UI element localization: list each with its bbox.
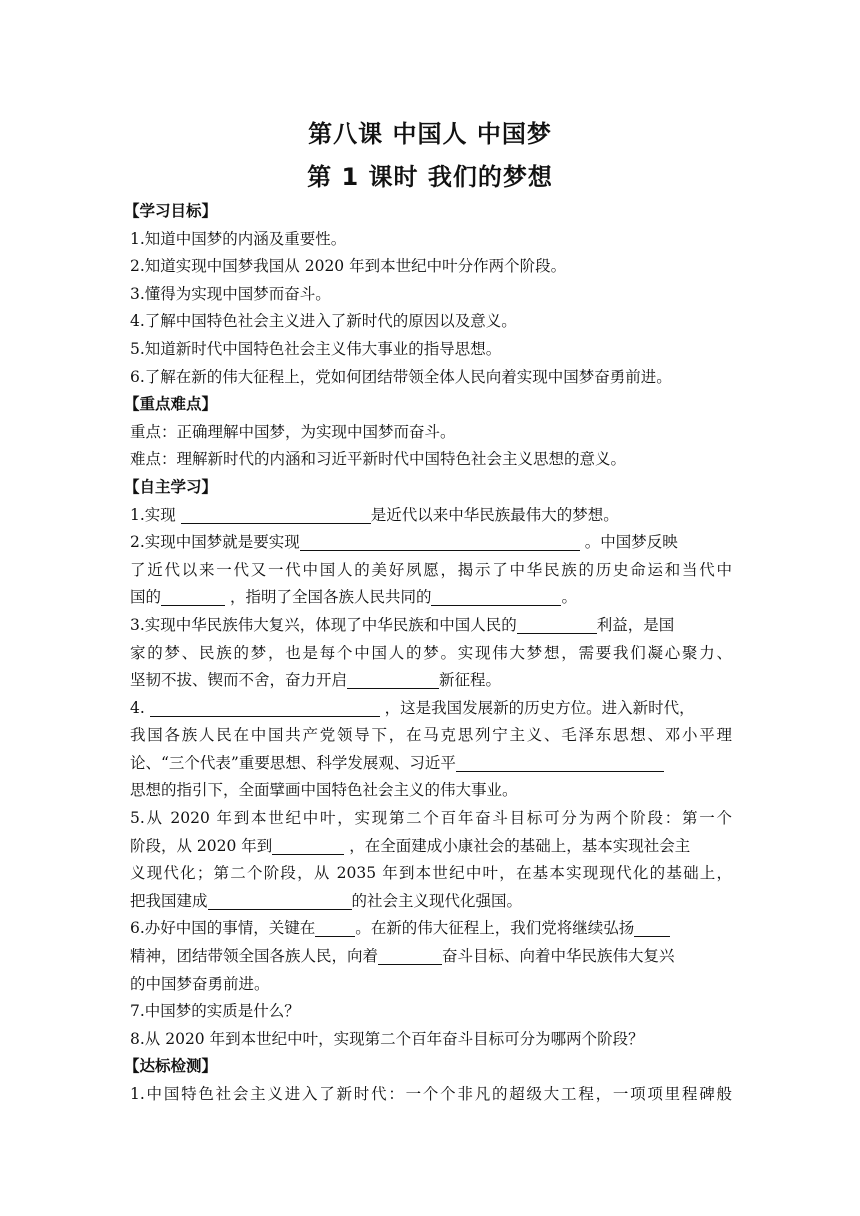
question-4 bbox=[130, 695, 732, 723]
objective-item: 1.知道中国梦的内涵及重要性。 bbox=[130, 229, 347, 248]
question-text: 国的 bbox=[130, 588, 162, 607]
question-7: 7.中国梦的实质是什么？ bbox=[130, 1002, 300, 1021]
question-text: 坚韧不拔、锲而不舍，奋力开启 bbox=[130, 671, 348, 690]
section-heading-objectives: 【学习目标】 bbox=[124, 202, 218, 220]
question-1 bbox=[130, 502, 732, 530]
question-text: ，指明了全国各族人民共同的 bbox=[225, 588, 432, 607]
objective-item: 3.懂得为实现中国梦而奋斗。 bbox=[130, 284, 331, 303]
question-text: 精神，团结带领全国各族人民，向着 bbox=[130, 947, 379, 966]
question-text: 思想的指引下，全面擘画中国特色社会主义的伟大事业。 bbox=[130, 781, 518, 800]
section-heading-check: 【达标检测】 bbox=[124, 1057, 218, 1076]
fill-blank[interactable] bbox=[300, 533, 580, 551]
objective-item: 2.知道实现中国梦我国从 2020 年到本世纪中叶分作两个阶段。 bbox=[130, 257, 567, 276]
question-text: 义现代化；第二个阶段，从 2035 年到本世纪中叶，在基本实现现代化的基础上， bbox=[130, 864, 732, 883]
question-text: 我国各族人民在中国共产党领导下，在马克思列宁主义、毛泽东思想、邓小平理 bbox=[130, 726, 732, 745]
fill-blank[interactable] bbox=[431, 588, 561, 606]
fill-blank[interactable] bbox=[456, 754, 664, 772]
fill-blank[interactable] bbox=[347, 671, 439, 689]
question-text: 利益，是国 bbox=[596, 615, 675, 634]
question-text: 是近代以来中华民族最伟大的梦想。 bbox=[370, 505, 619, 524]
question-text: 4. bbox=[130, 698, 150, 717]
question-5-line-4 bbox=[130, 888, 732, 916]
question-text: 新征程。 bbox=[439, 671, 502, 690]
document-body bbox=[124, 198, 732, 1109]
fill-blank[interactable] bbox=[150, 699, 380, 717]
section-heading-self-study: 【自主学习】 bbox=[124, 477, 218, 496]
question-text: 奋斗目标、向着中华民族伟大复兴 bbox=[442, 947, 675, 966]
fill-blank[interactable] bbox=[208, 892, 352, 910]
lesson-title: 第八课 中国人 中国梦 bbox=[308, 120, 552, 148]
objective-item: 4.了解中国特色社会主义进入了新时代的原因以及意义。 bbox=[130, 312, 517, 331]
question-text: 的社会主义现代化强国。 bbox=[351, 891, 523, 910]
fill-blank[interactable] bbox=[181, 506, 371, 524]
key-point-difficulty: 难点：理解新时代的内涵和习近平新时代中国特色社会主义思想的意义。 bbox=[130, 450, 627, 469]
question-text: 的中国梦奋勇前进。 bbox=[130, 974, 270, 993]
question-text: 论、“三个代表”重要思想、科学发展观、习近平 bbox=[130, 753, 456, 772]
fill-blank[interactable] bbox=[378, 947, 442, 965]
fill-blank[interactable] bbox=[161, 588, 225, 606]
section-heading-key-points: 【重点难点】 bbox=[124, 395, 218, 414]
question-text: 3.实现中华民族伟大复兴，体现了中华民族和中国人民的 bbox=[130, 615, 517, 634]
question-text: 。中国梦反映 bbox=[579, 533, 678, 552]
key-point-focus: 重点：正确理解中国梦，为实现中国梦而奋斗。 bbox=[130, 422, 456, 441]
question-text: 6.办好中国的事情，关键在 bbox=[130, 919, 316, 938]
question-text: 2.实现中国梦就是要实现 bbox=[130, 533, 300, 552]
question-3 bbox=[130, 612, 732, 640]
question-text: 把我国建成 bbox=[130, 891, 208, 910]
check-question-1: 1.中国特色社会主义进入了新时代：一个个非凡的超级大工程，一项项里程碑般 bbox=[130, 1085, 732, 1103]
question-text: 1.实现 bbox=[130, 505, 181, 524]
fill-blank[interactable] bbox=[517, 616, 597, 634]
question-6 bbox=[130, 915, 732, 943]
question-2-line-3 bbox=[130, 584, 732, 612]
question-3-line-3 bbox=[130, 667, 732, 695]
question-text: 阶段，从 2020 年到 bbox=[130, 836, 273, 855]
question-text: 家的梦、民族的梦，也是每个中国人的梦。实现伟大梦想，需要我们凝心聚力、 bbox=[130, 643, 732, 662]
question-text: 。在新的伟大征程上，我们党将继续弘扬 bbox=[355, 919, 635, 938]
objective-item: 5.知道新时代中国特色社会主义伟大事业的指导思想。 bbox=[130, 339, 502, 358]
fill-blank[interactable] bbox=[634, 919, 670, 937]
question-text: 了近代以来一代又一代中国人的美好夙愿，揭示了中华民族的历史命运和当代中 bbox=[130, 560, 732, 579]
question-text: 5.从 2020 年到本世纪中叶，实现第二个百年奋斗目标可分为两个阶段：第一个 bbox=[130, 809, 732, 828]
question-text: ，这是我国发展新的历史方位。进入新时代， bbox=[379, 698, 695, 717]
question-2 bbox=[130, 529, 732, 557]
fill-blank[interactable] bbox=[315, 919, 355, 937]
question-text: ，在全面建成小康社会的基础上，基本实现社会主 bbox=[344, 836, 691, 855]
objective-item: 6.了解在新的伟大征程上，党如何团结带领全体人民向着实现中国梦奋勇前进。 bbox=[130, 367, 672, 386]
question-text: 。 bbox=[561, 588, 577, 607]
question-8: 8.从 2020 年到本世纪中叶，实现第二个百年奋斗目标可分为哪两个阶段？ bbox=[130, 1029, 644, 1048]
question-6-line-2 bbox=[130, 943, 732, 971]
session-title: 第 1 课时 我们的梦想 bbox=[307, 163, 553, 191]
question-5-line-2 bbox=[130, 833, 732, 861]
fill-blank[interactable] bbox=[272, 837, 344, 855]
question-4-line-3 bbox=[130, 750, 732, 778]
